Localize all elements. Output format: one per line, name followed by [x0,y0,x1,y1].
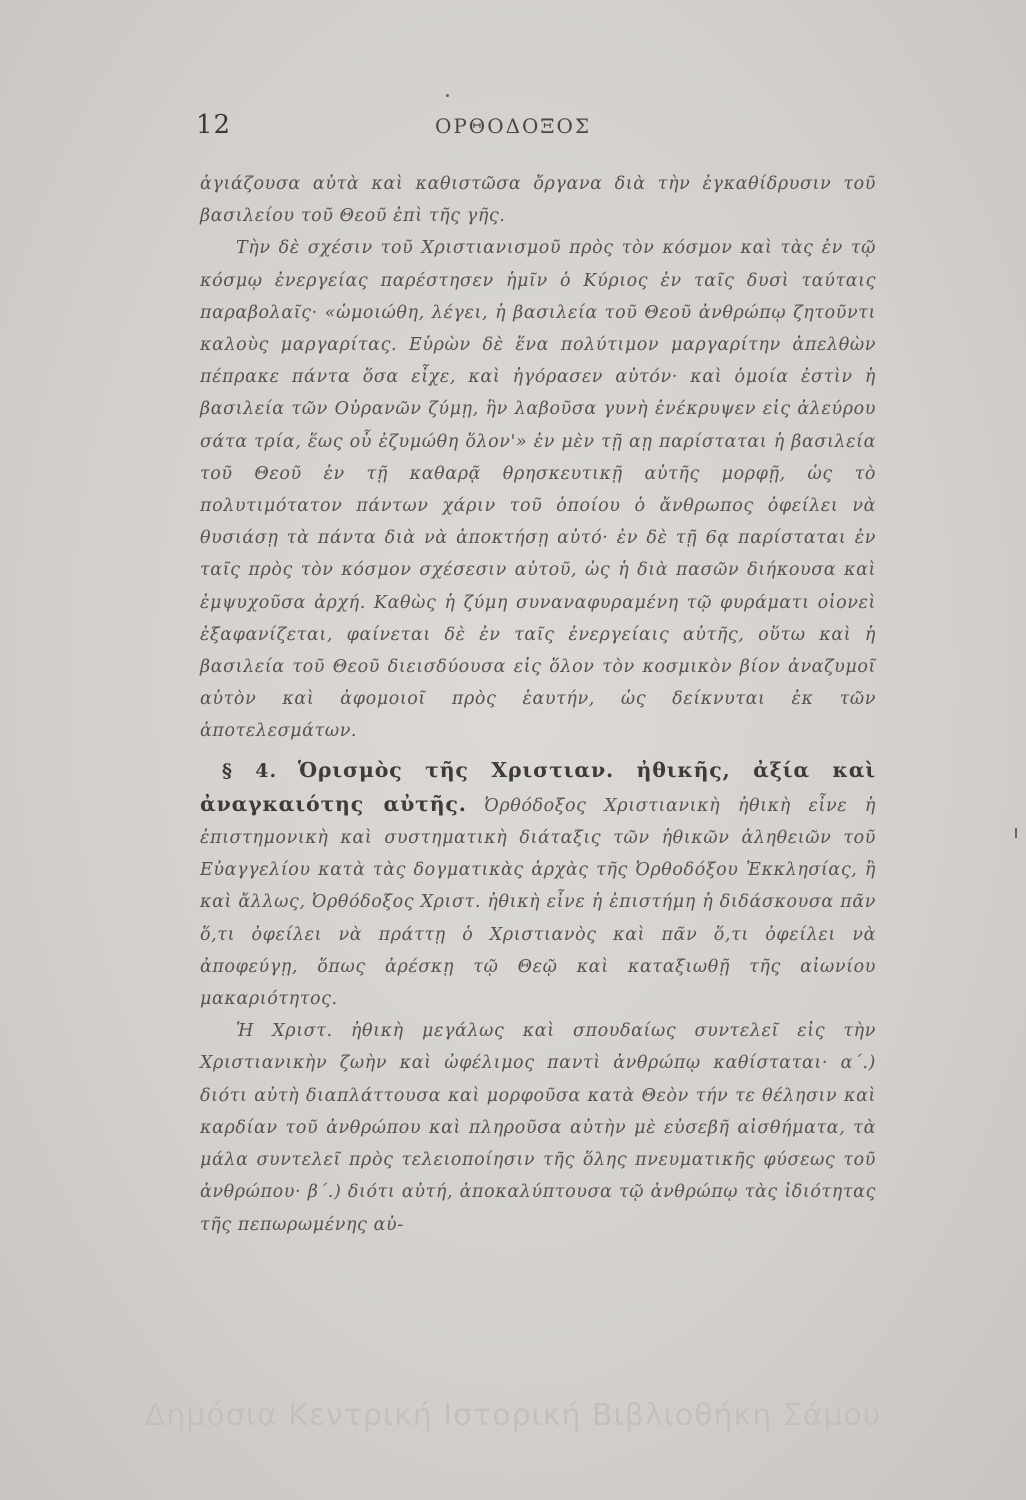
library-watermark: Δημόσια Κεντρική Ιστορική Βιβλιοθήκη Σάμου [144,1398,882,1433]
ink-speck [446,94,449,97]
running-title: ΟΡΘΟΔΟΞΟΣ [434,114,592,138]
paragraph-parables: Τὴν δὲ σχέσιν τοῦ Χριστιανισμοῦ πρὸς τὸν κόσμον καὶ τὰς ἐν τῷ κόσμῳ ἐνεργείας παρέστησεν ἡμῖν ὁ Κύριος ἐν ταῖς δυσὶ ταύταις παραβολαῖς· «ὡμοιώθη, λέγει, ἡ βασιλεία τοῦ Θεοῦ ἀνθρώπῳ ζητοῦντι καλοὺς μαργαρίτας. Εὑρὼν δὲ ἕνα πολύτιμον μαργαρίτην ἀπελθὼν πέπρακε πάντα ὅσα εἶχε, καὶ ἠγόρασεν αὐτόν· καὶ ὁμοία ἐστὶν ἡ βασιλεία τῶν Οὐρανῶν ζύμῃ, ἣν λαβοῦσα γυνὴ ἐνέκρυψεν εἰς ἀλεύρου σάτα τρία, ἕως οὗ ἐζυμώθη ὅλον'» ἐν μὲν τῇ αῃ παρίσταται ἡ βασιλεία τοῦ Θεοῦ ἐν τῇ καθαρᾷ θρησκευτικῇ αὐτῆς μορφῇ, ὡς τὸ πολυτιμότατον πάντων χάριν τοῦ ὁποίου ὁ ἄνθρωπος ὀφείλει νὰ θυσιάσῃ τὰ πάντα διὰ νὰ ἀποκτήσῃ αὐτό· ἐν δὲ τῇ 6ᾳ παρίσταται ἐν ταῖς πρὸς τὸν κόσμον σχέσεσιν αὐτοῦ, ὡς ἡ διὰ πασῶν διήκουσα καὶ ἐμψυχοῦσα ἀρχή. Καθὼς ἡ ζύμη συναναφυραμένη τῷ φυράματι οἱονεὶ ἐξαφανίζεται, φαίνεται δὲ ἐν ταῖς ἐνεργείαις αὐτῆς, οὕτω καὶ ἡ βασιλεία τοῦ Θεοῦ διεισδύουσα εἰς ὅλον τὸν κοσμικὸν βίον ἀναζυμοῖ αὐτὸν καὶ ἀφομοιοῖ πρὸς ἑαυτήν, ὡς δείκνυται ἐκ τῶν ἀποτελεσμάτων. [200,238,876,742]
page-number: 12 [196,110,232,140]
section-number: § 4. [222,759,278,782]
paragraph-ethics-value: Ἡ Χριστ. ἠθικὴ μεγάλως καὶ σπουδαίως συντελεῖ εἰς τὴν Χριστιανικὴν ζωὴν καὶ ὠφέλιμος παντὶ ἀνθρώπῳ καθίσταται· α΄.) διότι αὐτὴ διαπλάττουσα καὶ μορφοῦσα κατὰ Θεὸν τήν τε θέλησιν καὶ καρδίαν τοῦ ἀνθρώπου καὶ πληροῦσα αὐτὴν μὲ εὐσεβῆ αἰσθήματα, τὰ μάλα συντελεῖ πρὸς τελειοποίησιν τῆς ὅλης πνευματικῆς φύσεως τοῦ ἀνθρώπου· β΄.) διότι αὐτή, ἀποκαλύπτουσα τῷ ἀνθρώπῳ τὰς ἰδιότητας τῆς πεπωρωμένης αὐ- [200,1021,876,1235]
section-definition-text: Ὀρθόδοξος Χριστιανικὴ ἠθικὴ εἶνε ἡ ἐπιστημονικὴ καὶ συστηματικὴ διάταξις τῶν ἠθικῶν ἀληθειῶν τοῦ Εὐαγγελίου κατὰ τὰς δογματικὰς ἀρχὰς τῆς Ὀρθοδόξου Ἐκκλησίας, ἢ καὶ ἄλλως, Ὀρθόδοξος Χριστ. ἠθικὴ εἶνε ἡ ἐπιστήμη ἡ διδάσκουσα πᾶν ὅ,τι ὀφείλει νὰ πράττῃ ὁ Χριστιανὸς καὶ πᾶν ὅ,τι ὀφείλει νὰ ἀποφεύγῃ, ὅπως ἀρέσκῃ τῷ Θεῷ καὶ καταξιωθῇ τῆς αἰωνίου μακαριότητος. [200,795,877,1010]
margin-mark [1015,828,1017,838]
paragraph-continuation: ἁγιάζουσα αὐτὰ καὶ καθιστῶσα ὄργανα διὰ τὴν ἐγκαθίδρυσιν τοῦ βασιλείου τοῦ Θεοῦ ἐπὶ τῆς γῆς. [200,174,876,227]
section-heading: Ὁρισμὸς τῆς Χριστιαν. ἠθικῆς, ἀξία καὶ ἀναγκαιότης αὐτῆς. [200,757,876,816]
page-header [0,110,1026,150]
body-text [200,168,876,1241]
section-paragraph [200,754,876,1016]
